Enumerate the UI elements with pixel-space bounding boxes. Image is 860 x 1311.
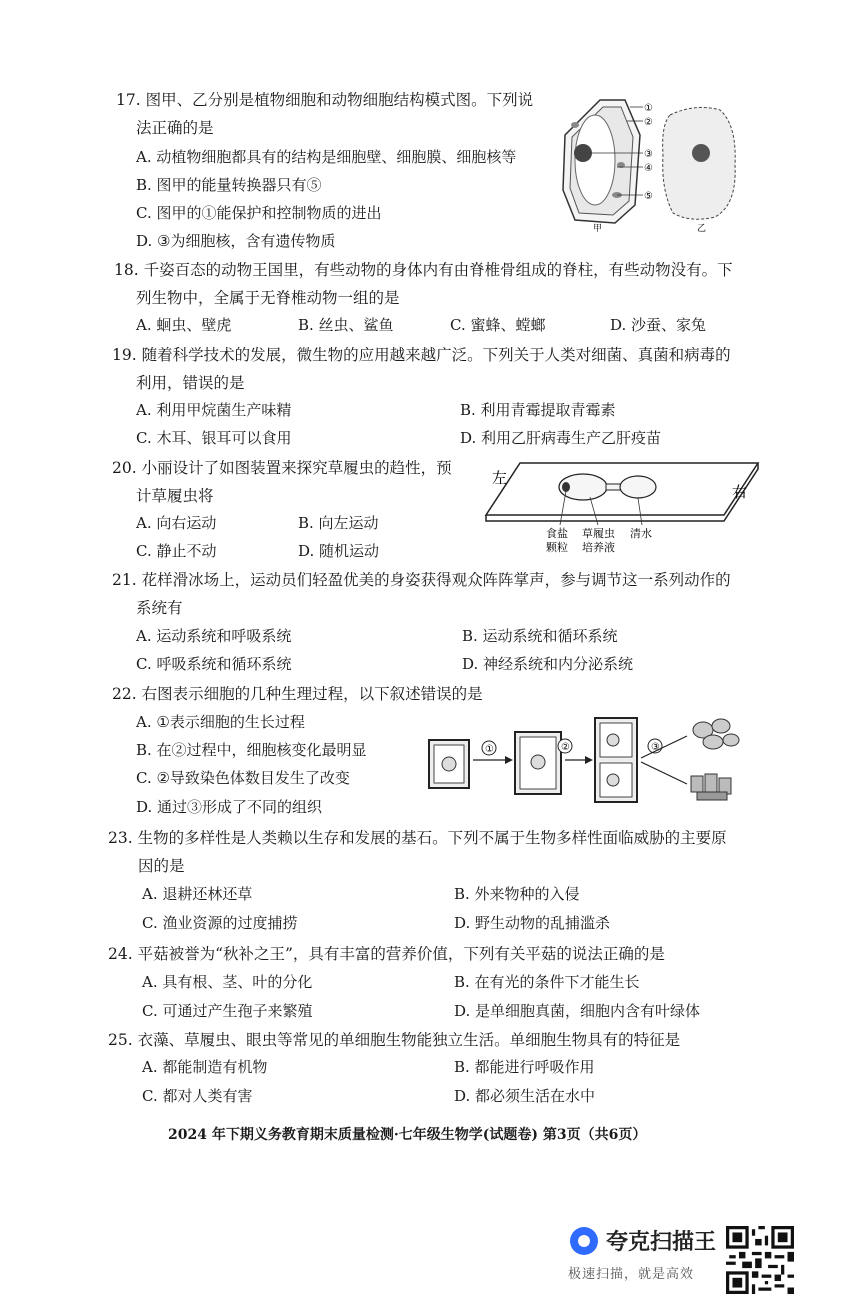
- q19-option-a: A. 利用甲烷菌生产味精: [136, 401, 292, 419]
- q23-option-b: B. 外来物种的入侵: [454, 885, 580, 903]
- q20-stem-line2: 计草履虫将: [136, 487, 214, 505]
- q17-option-b: B. 图甲的能量转换器只有⑤: [136, 176, 322, 194]
- scanner-logo-icon: [570, 1227, 598, 1255]
- cell-stage-3: [595, 718, 637, 802]
- q21-option-d: D. 神经系统和内分泌系统: [462, 655, 634, 673]
- q23-option-d: D. 野生动物的乱捕滥杀: [454, 914, 611, 932]
- marker-3: ③: [644, 149, 653, 160]
- q18-stem-line2: 列生物中，全属于无脊椎动物一组的是: [136, 289, 400, 307]
- q23-option-c: C. 渔业资源的过度捕捞: [142, 914, 298, 932]
- q24-option-c: C. 可通过产生孢子来繁殖: [142, 1002, 313, 1020]
- q22-option-b: B. 在②过程中，细胞核变化最明显: [136, 741, 367, 759]
- step-1-label: ①: [485, 744, 494, 755]
- marker-2: ②: [644, 117, 653, 128]
- scanner-brand-name: 夸克扫描王: [606, 1230, 717, 1255]
- q22-stem-line1: 22. 右图表示细胞的几种生理过程，以下叙述错误的是: [112, 685, 483, 703]
- page-footer: 2024 年下期义务教育期末质量检测·七年级生物学(试题卷) 第3页（共6页）: [168, 1127, 647, 1143]
- cell-structure-diagram: [555, 95, 755, 235]
- scanner-watermark: [566, 1223, 726, 1283]
- q24-option-b: B. 在有光的条件下才能生长: [454, 973, 640, 991]
- label-culture-2: 培养液: [582, 541, 615, 554]
- label-culture-1: 草履虫: [582, 527, 615, 540]
- q25-stem-line1: 25. 衣藻、草履虫、眼虫等常见的单细胞生物能独立生活。单细胞生物具有的特征是: [108, 1031, 681, 1049]
- q25-option-a: A. 都能制造有机物: [142, 1058, 268, 1076]
- marker-4: ④: [644, 163, 653, 174]
- paramecium-slide-diagram: [480, 455, 760, 555]
- q18-option-b: B. 丝虫、鲨鱼: [298, 316, 394, 334]
- q25-option-b: B. 都能进行呼吸作用: [454, 1058, 595, 1076]
- q23-stem-line1: 23. 生物的多样性是人类赖以生存和发展的基石。下列不属于生物多样性面临威胁的主要原: [108, 829, 727, 847]
- cell-process-diagram: [425, 712, 745, 812]
- q24-option-a: A. 具有根、茎、叶的分化: [142, 973, 313, 991]
- q20-option-c: C. 静止不动: [136, 542, 217, 560]
- plant-cell: [563, 100, 640, 223]
- q18-stem-line1: 18. 千姿百态的动物王国里，有些动物的身体内有由脊椎骨组成的脊柱，有些动物没有。下: [114, 261, 733, 279]
- q19-option-b: B. 利用青霉提取青霉素: [460, 401, 616, 419]
- marker-1: ①: [644, 103, 653, 114]
- q17-option-a: A. 动植物细胞都具有的结构是细胞壁、细胞膜、细胞核等: [136, 148, 517, 166]
- step-3-label: ③: [651, 742, 660, 753]
- q19-option-d: D. 利用乙肝病毒生产乙肝疫苗: [460, 429, 662, 447]
- q22-option-d: D. 通过③形成了不同的组织: [136, 798, 323, 816]
- q21-option-b: B. 运动系统和循环系统: [462, 627, 618, 645]
- step-2-label: ②: [561, 742, 570, 753]
- label-left: 左: [492, 469, 508, 487]
- q20-option-b: B. 向左运动: [298, 514, 379, 532]
- q21-option-c: C. 呼吸系统和循环系统: [136, 655, 292, 673]
- salt-grain: [562, 482, 570, 492]
- q23-option-a: A. 退耕还林还草: [142, 885, 253, 903]
- q19-stem-line2: 利用，错误的是: [136, 374, 245, 392]
- q23-stem-line2: 因的是: [138, 857, 185, 875]
- q17-option-d: D. ③为细胞核，含有遗传物质: [136, 232, 336, 250]
- label-water: 清水: [630, 527, 652, 540]
- label-yi: 乙: [697, 224, 707, 234]
- q22-option-c: C. ②导致染色体数目发生了改变: [136, 769, 350, 787]
- q25-option-d: D. 都必须生活在水中: [454, 1087, 596, 1105]
- q25-option-c: C. 都对人类有害: [142, 1087, 253, 1105]
- label-jia: 甲: [593, 224, 603, 234]
- q18-option-a: A. 蛔虫、壁虎: [136, 316, 232, 334]
- q24-option-d: D. 是单细胞真菌，细胞内含有叶绿体: [454, 1002, 701, 1020]
- q21-stem-line2: 系统有: [136, 599, 183, 617]
- label-salt-1: 食盐: [546, 527, 568, 540]
- q17-stem-line2: 法正确的是: [136, 119, 214, 137]
- q17-option-c: C. 图甲的①能保护和控制物质的进出: [136, 204, 382, 222]
- q20-option-a: A. 向右运动: [136, 514, 217, 532]
- label-salt-2: 颗粒: [546, 541, 568, 554]
- q21-option-a: A. 运动系统和呼吸系统: [136, 627, 292, 645]
- animal-cell: [663, 107, 736, 219]
- q21-stem-line1: 21. 花样滑冰场上，运动员们轻盈优美的身姿获得观众阵阵掌声，参与调节这一系列动作的: [112, 571, 731, 589]
- q17-stem-line1: 17. 图甲、乙分别是植物细胞和动物细胞结构模式图。下列说: [116, 91, 534, 109]
- tissue-2: [691, 774, 731, 800]
- q19-stem-line1: 19. 随着科学技术的发展，微生物的应用越来越广泛。下列关于人类对细菌、真菌和病毒的: [112, 346, 731, 364]
- q19-option-c: C. 木耳、银耳可以食用: [136, 429, 292, 447]
- q20-stem-line1: 20. 小丽设计了如图装置来探究草履虫的趋性，预: [112, 459, 452, 477]
- scanner-slogan: 极速扫描，就是高效: [568, 1267, 695, 1282]
- cell-stage-1: [429, 740, 469, 788]
- q18-option-d: D. 沙蚕、家兔: [610, 316, 707, 334]
- q24-stem-line1: 24. 平菇被誉为“秋补之王”，具有丰富的营养价值，下列有关平菇的说法正确的是: [108, 945, 665, 963]
- q20-option-d: D. 随机运动: [298, 542, 380, 560]
- marker-5: ⑤: [644, 191, 653, 202]
- q18-option-c: C. 蜜蜂、螳螂: [450, 316, 546, 334]
- tissue-1: [693, 719, 739, 749]
- water-drop: [620, 476, 656, 498]
- qr-code-icon: [726, 1226, 794, 1294]
- label-right: 右: [732, 483, 748, 501]
- cell-stage-2: [515, 732, 561, 794]
- q22-option-a: A. ①表示细胞的生长过程: [136, 713, 305, 731]
